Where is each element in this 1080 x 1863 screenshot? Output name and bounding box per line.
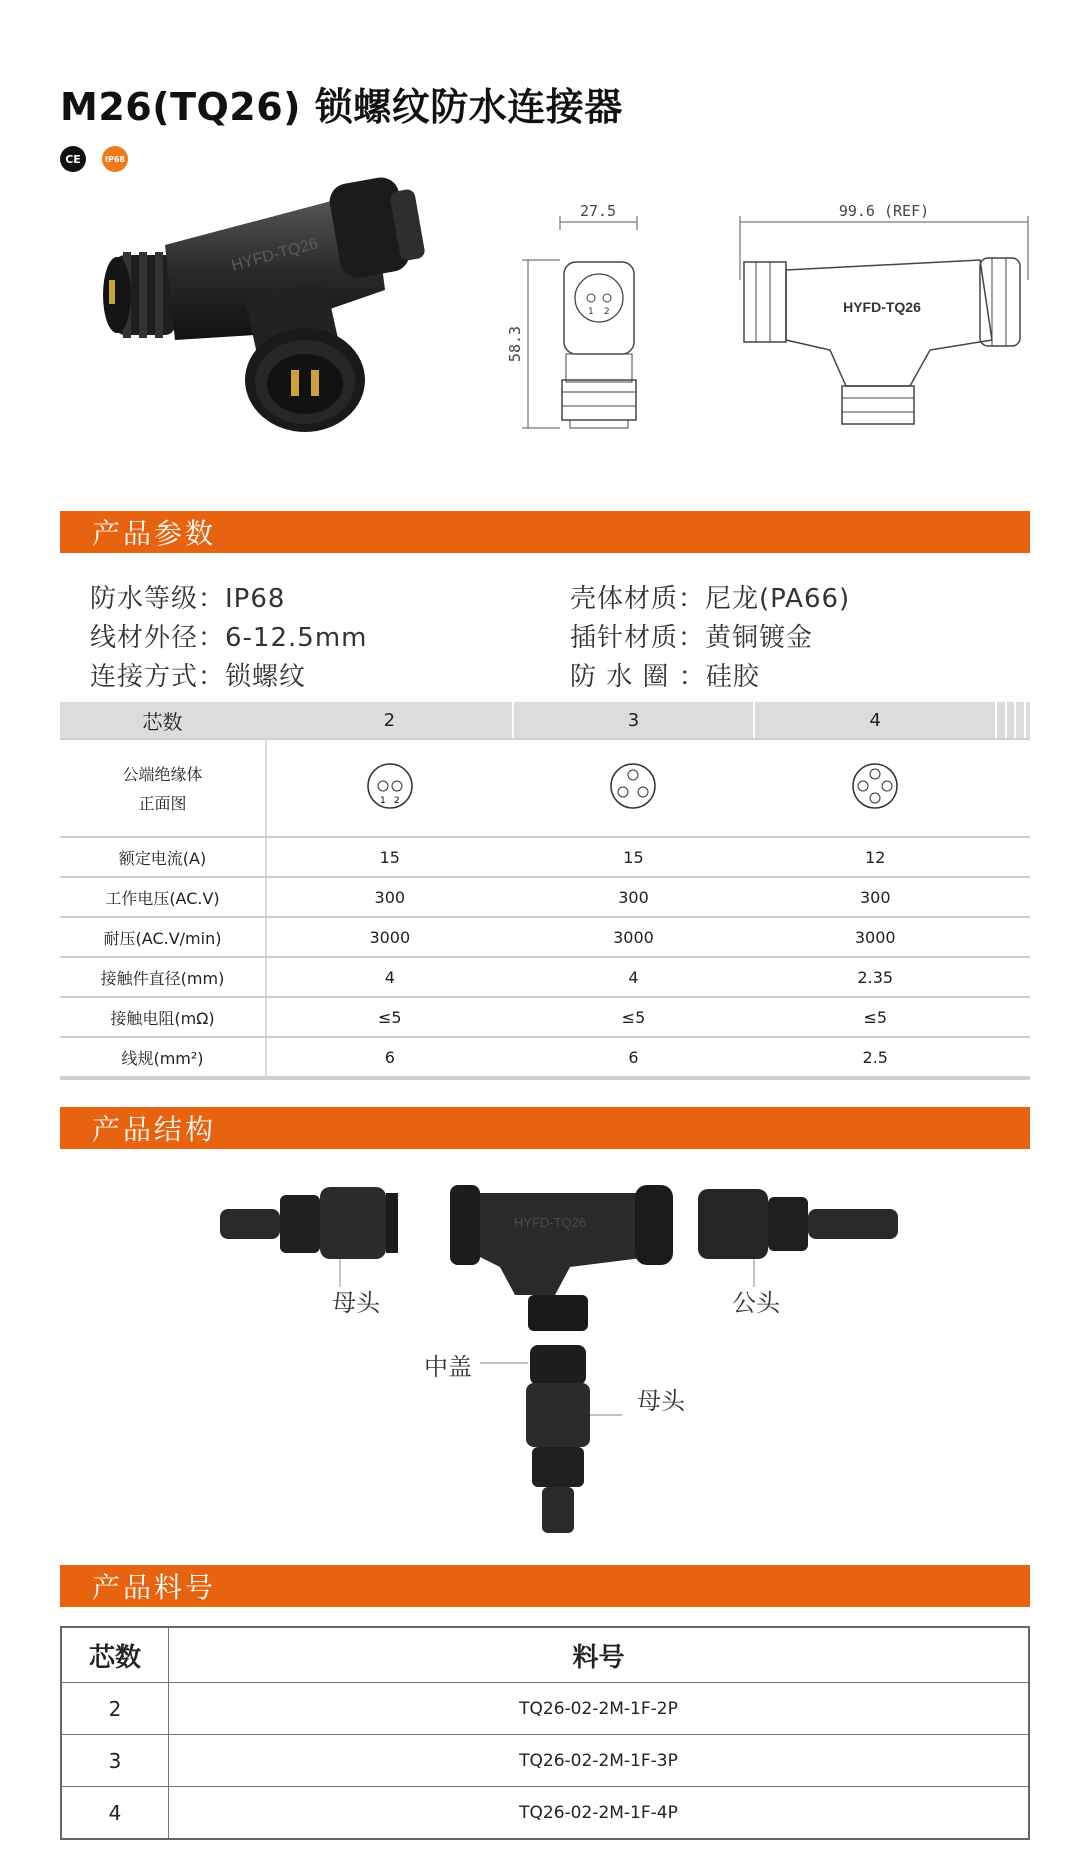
pin-2-label: 2 [604,307,610,317]
ip68-cert-icon: IP68 [102,146,128,172]
section-partno-bar: 产品料号 [60,1565,1030,1607]
header-3: 3 [513,702,755,739]
header-2: 2 [266,702,513,739]
part-number-table [60,1626,1030,1840]
pin-face-3 [513,739,755,837]
spec-table-header [60,702,1030,739]
pin-face-label: 公端绝缘体 正面图 [60,739,266,837]
header-4: 4 [754,702,996,739]
table-row: 3 TQ26-02-2M-1F-3P [61,1735,1029,1787]
spec-row: 耐压(AC.V/min) 3000 3000 3000 [60,917,1030,957]
photo-marking: HYFD-TQ26 [229,235,320,275]
header-empty [996,702,1006,739]
length-dim: 99.6 (REF) [838,202,930,220]
label-female-bottom: 母头 [637,1387,685,1415]
section-params-bar: 产品参数 [60,511,1030,553]
left-thread [103,252,175,338]
section-structure-bar: 产品结构 [60,1107,1030,1149]
param-waterproof: 防水等级：IP68 [90,584,286,614]
table-row: 4 TQ26-02-2M-1F-4P [61,1787,1029,1840]
param-pin-material: 插针材质：黄铜镀金 [570,623,814,653]
pin-face-4 [754,739,996,837]
part-table-header: 芯数 料号 [61,1627,1029,1683]
spec-row: 接触件直径(mm) 4 4 2.35 [60,957,1030,997]
pin-face-row [60,739,1030,837]
svg-text:1: 1 [379,796,386,806]
structure-marking: HYFD-TQ26 [513,1215,587,1230]
pin-layout-4-icon [850,761,900,811]
ce-cert-icon: CE [60,146,86,172]
svg-text:2: 2 [393,796,400,806]
front-view-drawing [500,200,660,440]
pin-1-label: 1 [588,307,594,317]
param-cable-od: 线材外径：6-12.5mm [90,623,368,653]
param-seal: 防 水 圈 ：硅胶 [570,662,760,692]
side-marking: HYFD-TQ26 [843,299,921,315]
header-empty [1025,702,1030,739]
product-photo [95,170,475,440]
width-dim: 27.5 [579,202,617,220]
structure-exploded-view [210,1175,910,1535]
table-row: 2 TQ26-02-2M-1F-2P [61,1683,1029,1735]
label-middle-cap: 中盖 [424,1353,472,1381]
height-dim: 58.3 [506,325,524,363]
pin-face-2 [266,739,513,837]
side-view-drawing [730,200,1040,440]
param-connection: 连接方式：锁螺纹 [90,662,307,692]
page-title: M26(TQ26) 锁螺纹防水连接器 [60,85,623,129]
label-female-left: 母头 [332,1289,380,1317]
header-empty [1006,702,1016,739]
spec-row: 接触电阻(mΩ) ≤5 ≤5 ≤5 [60,997,1030,1037]
pin-layout-3-icon [608,761,658,811]
spec-table [60,702,1030,1080]
header-cores: 芯数 [60,702,266,739]
spec-row: 额定电流(A) 15 15 12 [60,837,1030,877]
pin-layout-2-icon [365,761,415,811]
param-housing: 壳体材质：尼龙(PA66) [570,584,851,614]
spec-row: 线规(mm²) 6 6 2.5 [60,1037,1030,1078]
label-male: 公头 [732,1289,780,1317]
spec-row: 工作电压(AC.V) 300 300 300 [60,877,1030,917]
header-empty [1015,702,1025,739]
